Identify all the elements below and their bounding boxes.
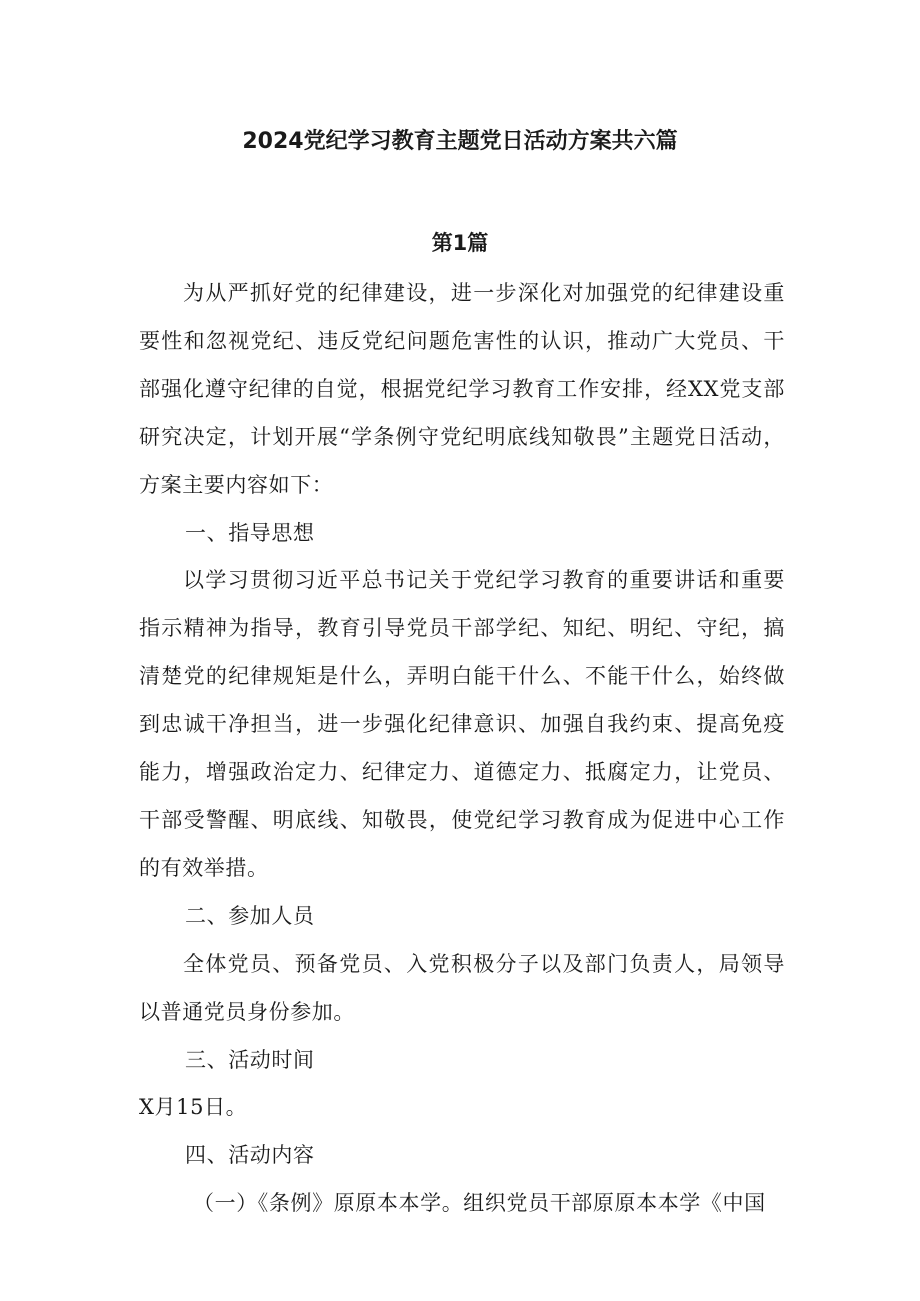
section-title: 第1篇 bbox=[431, 231, 489, 255]
guiding-ideology-paragraph: 以学习贯彻习近平总书记关于党纪学习教育的重要讲话和重要指示精神为指导，教育引导党员干部学纪、知纪、明纪、守纪，搞清楚党的纪律规矩是什么，弄明白能干什么、不能干什么，始终做到忠诚干净担当，进一步强化纪律意识、加强自我约束、提高免疫能力，增强政治定力、纪律定力、道德定力、抵腐定力，让党员、干部受警醒、明底线、知敬畏，使党纪学习教育成为促进中心工作的有效举措。 bbox=[139, 568, 785, 880]
intro-paragraph: 为从严抓好党的纪律建设，进一步深化对加强党的纪律建设重要性和忽视党纪、违反党纪问题危害性的认识，推动广大党员、干部强化遵守纪律的自觉，根据党纪学习教育工作安排，经XX党支部研究决定，计划开展“学条例守党纪明底线知敬畏”主题党日活动，方案主要内容如下： bbox=[139, 281, 785, 497]
activity-content-item-1: （一）《条例》原原本本学。组织党员干部原原本本学《中国 bbox=[193, 1191, 766, 1216]
heading-activity-time: 三、活动时间 bbox=[185, 1047, 315, 1072]
heading-activity-content: 四、活动内容 bbox=[185, 1143, 315, 1168]
heading-participants: 二、参加人员 bbox=[185, 903, 315, 928]
activity-time-paragraph: X月15日。 bbox=[139, 1095, 248, 1120]
participants-paragraph: 全体党员、预备党员、入党积极分子以及部门负责人，局领导以普通党员身份参加。 bbox=[139, 951, 785, 1024]
heading-guiding-ideology: 一、指导思想 bbox=[185, 520, 315, 545]
document-title: 2024党纪学习教育主题党日活动方案共六篇 bbox=[242, 129, 678, 154]
document-body bbox=[139, 270, 785, 1228]
